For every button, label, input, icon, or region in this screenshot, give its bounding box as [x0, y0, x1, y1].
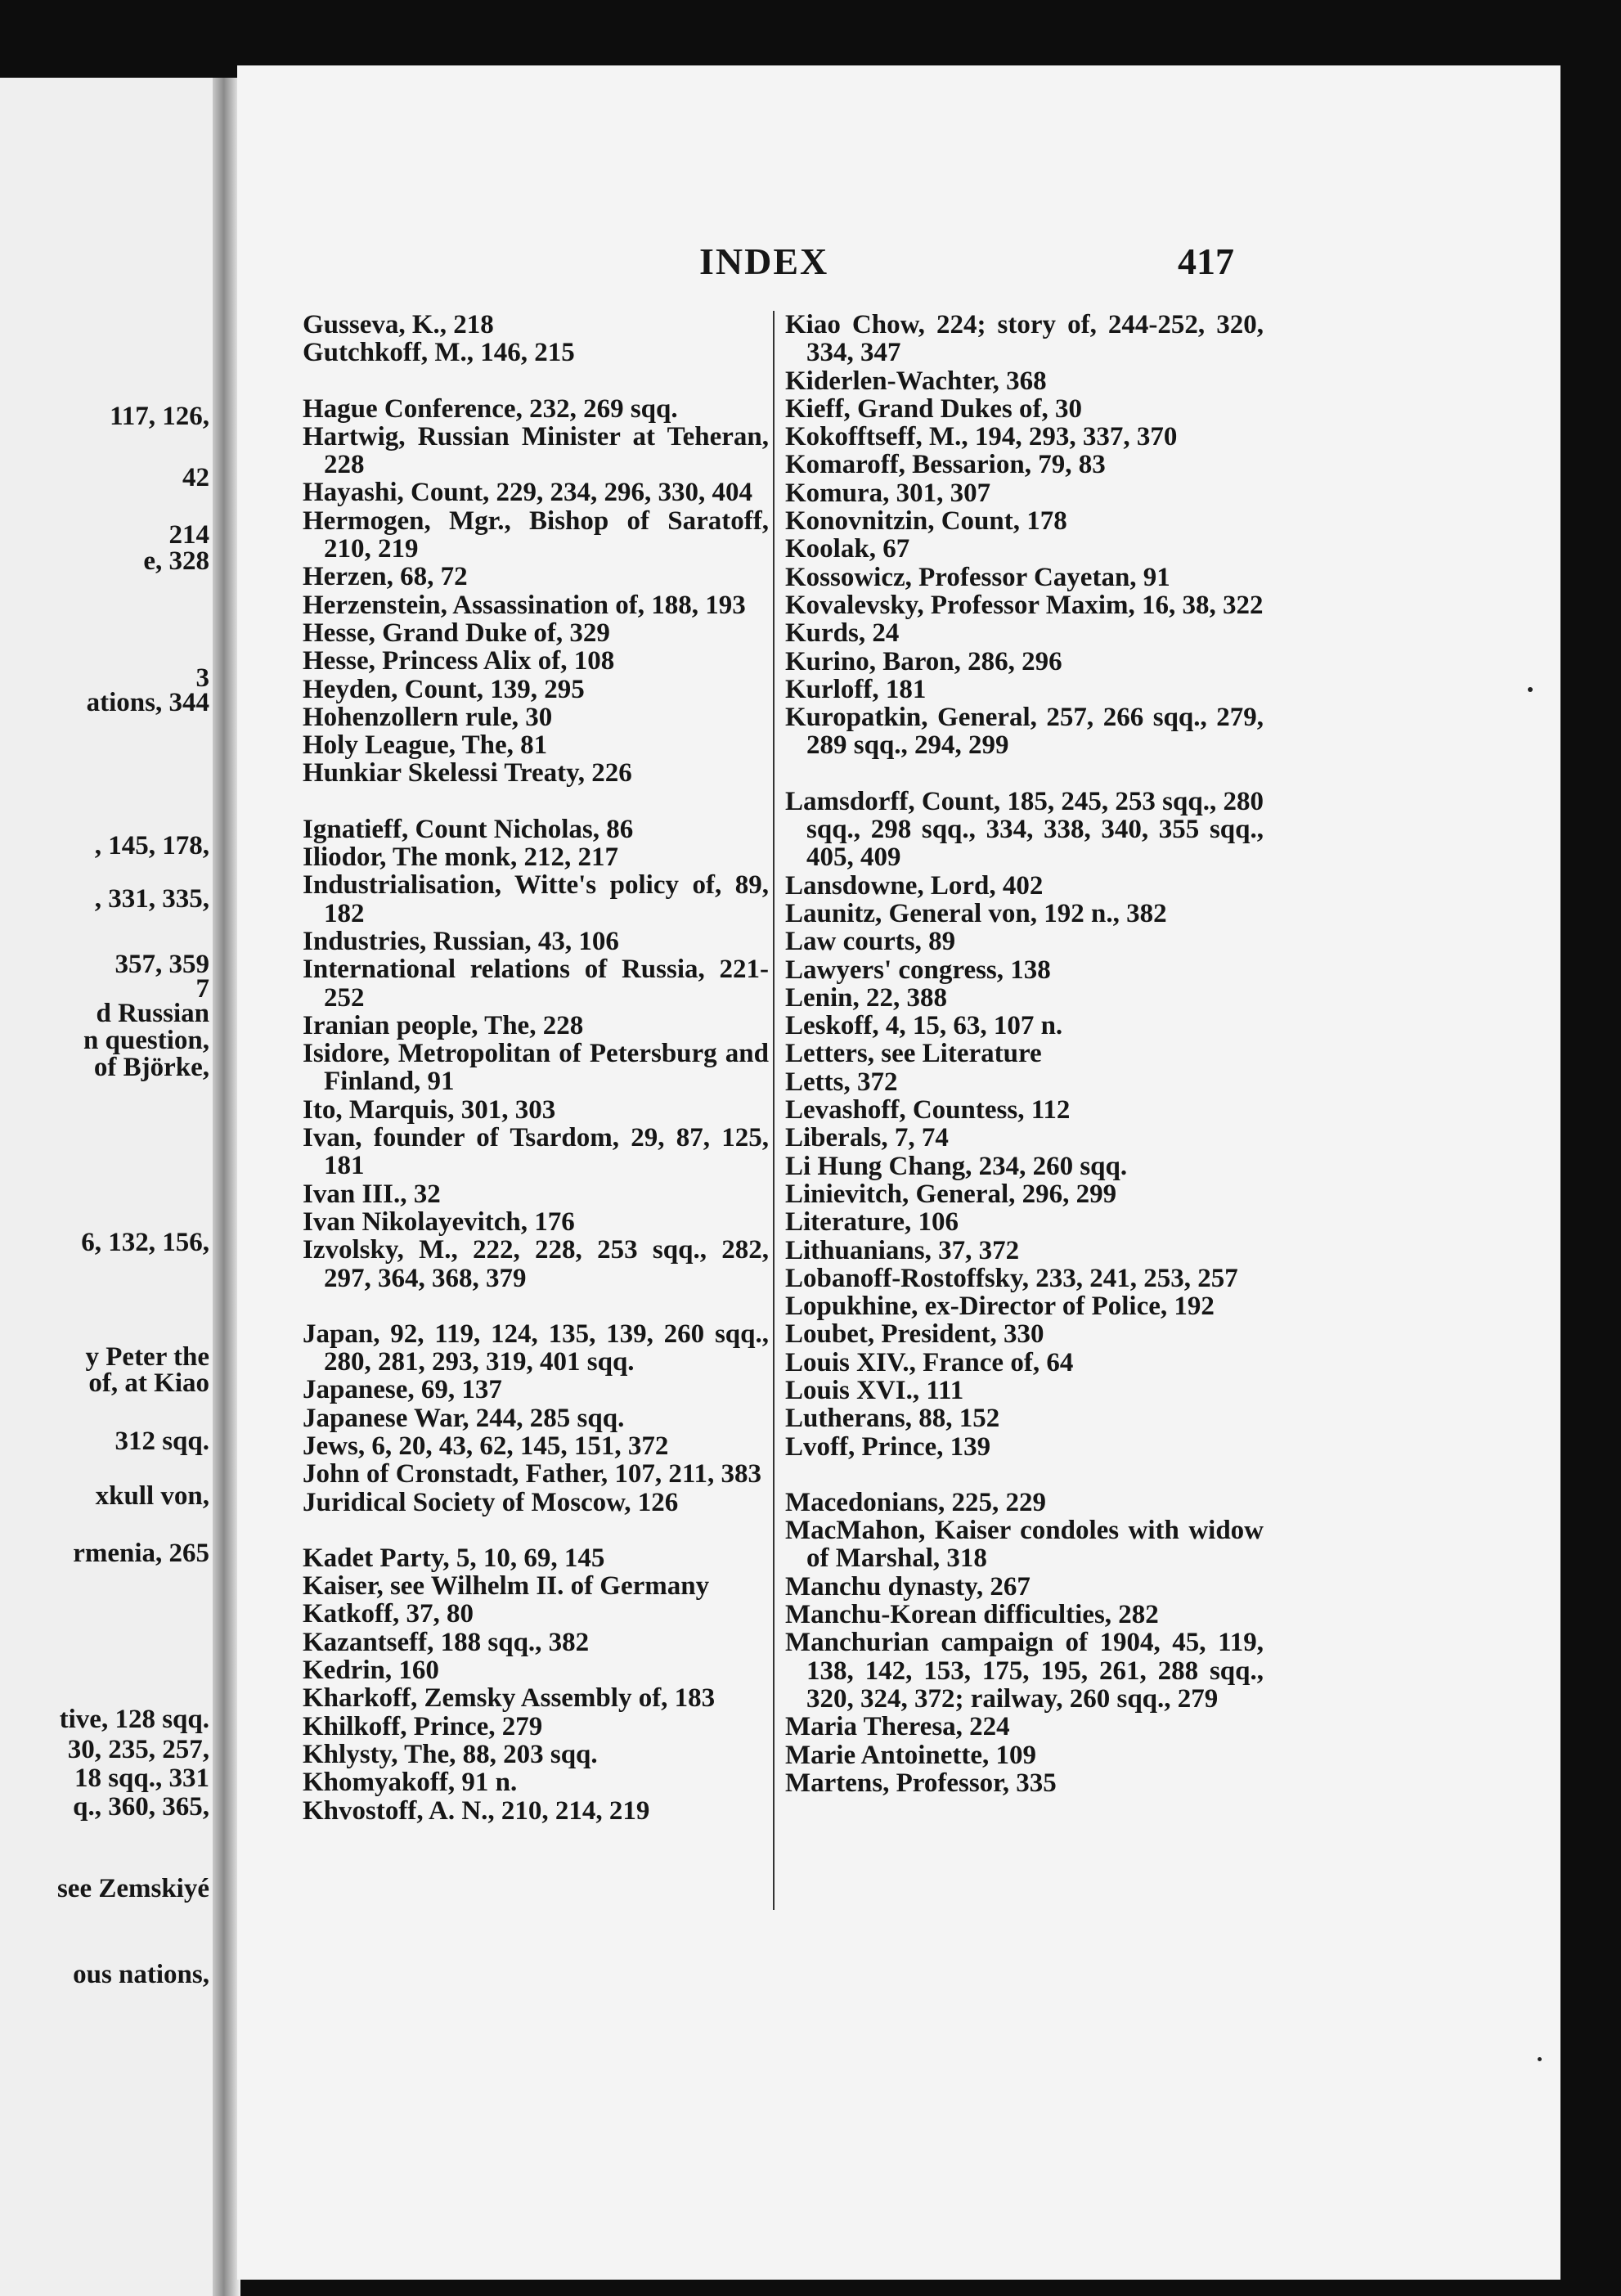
index-entry: Macedonians, 225, 229 — [785, 1487, 1047, 1517]
index-entry: Manchu-Korean difficulties, 282 — [785, 1600, 1159, 1630]
index-entry: Japan, 92, 119, 124, 135, 139, 260 sqq., 280, 281, 293, 319, 401 sqq. — [303, 1319, 769, 1377]
page-title: INDEX — [699, 240, 829, 282]
index-entry: Iranian people, The, 228 — [303, 1010, 584, 1040]
index-entry: International relations of Russia, 221-252 — [303, 955, 769, 1013]
left-fragment: see Zemskiyé — [56, 1874, 209, 1903]
column-divider — [773, 311, 775, 1910]
index-entry: Katkoff, 37, 80 — [303, 1599, 474, 1629]
index-entry: Lawyers' congress, 138 — [785, 955, 1051, 985]
left-fragment: 6, 132, 156, — [81, 1228, 209, 1257]
index-entry: Hayashi, Count, 229, 234, 296, 330, 404 — [303, 478, 753, 508]
letter-section-gap — [303, 367, 769, 395]
index-entry: Kurds, 24 — [785, 618, 900, 649]
left-fragment: , 145, 178, — [94, 831, 209, 860]
index-entry: Literature, 106 — [785, 1207, 959, 1238]
index-entry: Kaiser, see Wilhelm II. of Germany — [303, 1571, 710, 1602]
index-entry: Kazantseff, 188 sqq., 382 — [303, 1627, 590, 1657]
left-fragment: 30, 235, 257, — [67, 1735, 209, 1764]
index-entry: Hohenzollern rule, 30 — [303, 702, 553, 732]
index-entry: Hunkiar Skelessi Treaty, 226 — [303, 758, 632, 789]
index-entry: Herzenstein, Assassination of, 188, 193 — [303, 590, 746, 620]
page-gutter — [213, 78, 240, 2296]
left-fragment: d Russian — [96, 999, 209, 1028]
index-entry: Jews, 6, 20, 43, 62, 145, 151, 372 — [303, 1431, 669, 1461]
left-fragment: 7 — [195, 974, 209, 1004]
left-fragment: , 331, 335, — [94, 884, 209, 914]
index-entry: Industrialisation, Witte's policy of, 89, 182 — [303, 870, 769, 928]
left-fragment: 357, 359 — [115, 950, 209, 979]
index-entry: Ivan Nikolayevitch, 176 — [303, 1206, 575, 1237]
index-entry: Kurino, Baron, 286, 296 — [785, 646, 1062, 676]
index-entry: Manchurian campaign of 1904, 45, 119, 138, 142, 153, 175, 195, 261, 288 sqq., 320, 324, 372; railway, 260 sqq., 279 — [785, 1628, 1264, 1714]
index-entry: Maria Theresa, 224 — [785, 1712, 1010, 1742]
index-entry: Liberals, 7, 74 — [785, 1123, 949, 1153]
index-column-right — [785, 311, 1264, 1797]
index-entry: Letters, see Literature — [785, 1039, 1042, 1069]
index-entry: Herzen, 68, 72 — [303, 562, 468, 592]
index-column-left — [303, 311, 769, 1825]
index-entry: Hermogen, Mgr., Bishop of Saratoff, 210, 219 — [303, 505, 769, 564]
left-fragment: 42 — [182, 463, 209, 492]
index-entry: Khomyakoff, 91 n. — [303, 1768, 518, 1798]
index-entry: Konovnitzin, Count, 178 — [785, 506, 1067, 537]
index-entry: Izvolsky, M., 222, 228, 253 sqq., 282, 297, 364, 368, 379 — [303, 1235, 769, 1293]
index-entry: Komura, 301, 307 — [785, 478, 991, 508]
index-entry: Hague Conference, 232, 269 sqq. — [303, 393, 678, 424]
index-entry: MacMahon, Kaiser condoles with widow of Marshal, 318 — [785, 1516, 1264, 1574]
index-entry: Hartwig, Russian Minister at Teheran, 228 — [303, 421, 769, 480]
index-entry: Ignatieff, Count Nicholas, 86 — [303, 814, 634, 844]
index-entry: Kadet Party, 5, 10, 69, 145 — [303, 1543, 605, 1573]
index-entry: Leskoff, 4, 15, 63, 107 n. — [785, 1011, 1063, 1041]
index-entry: Lenin, 22, 388 — [785, 982, 948, 1013]
letter-section-gap — [303, 1516, 769, 1544]
index-entry: Law courts, 89 — [785, 927, 956, 957]
index-entry: Japanese War, 244, 285 sqq. — [303, 1403, 625, 1433]
index-entry: Ito, Marquis, 301, 303 — [303, 1094, 556, 1125]
index-entry: Khlysty, The, 88, 203 sqq. — [303, 1739, 598, 1769]
left-fragment: 312 sqq. — [115, 1427, 209, 1456]
letter-section-gap — [785, 1461, 1264, 1489]
index-entry: Industries, Russian, 43, 106 — [303, 926, 619, 956]
letter-section-gap — [785, 760, 1264, 788]
index-entry: Khilkoff, Prince, 279 — [303, 1711, 543, 1741]
index-entry: Lansdowne, Lord, 402 — [785, 870, 1044, 901]
left-fragment: 3 — [195, 663, 209, 693]
left-fragment: tive, 128 sqq. — [59, 1705, 209, 1734]
index-entry: Heyden, Count, 139, 295 — [303, 674, 585, 704]
index-entry: Lithuanians, 37, 372 — [785, 1235, 1020, 1265]
index-entry: Lobanoff-Rostoffsky, 233, 241, 253, 257 — [785, 1263, 1238, 1293]
index-entry: Li Hung Chang, 234, 260 sqq. — [785, 1151, 1128, 1181]
index-entry: Kedrin, 160 — [303, 1656, 439, 1686]
left-fragment: y Peter the — [85, 1342, 209, 1372]
index-entry: Khvostoff, A. N., 210, 214, 219 — [303, 1795, 650, 1826]
letter-section-gap — [303, 788, 769, 816]
left-fragment: rmenia, 265 — [73, 1539, 209, 1568]
index-entry: Marie Antoinette, 109 — [785, 1740, 1037, 1770]
left-fragment: q., 360, 365, — [73, 1792, 209, 1822]
left-fragment: 18 sqq., 331 — [74, 1764, 209, 1793]
index-entry: Kossowicz, Professor Cayetan, 91 — [785, 562, 1170, 592]
index-entry: Kovalevsky, Professor Maxim, 16, 38, 322 — [785, 590, 1264, 620]
index-entry: Linievitch, General, 296, 299 — [785, 1179, 1117, 1209]
index-entry: Holy League, The, 81 — [303, 730, 548, 761]
index-entry: Kieff, Grand Dukes of, 30 — [785, 393, 1082, 424]
index-entry: Loubet, President, 330 — [785, 1319, 1044, 1350]
left-fragment: 117, 126, — [110, 402, 209, 431]
index-entry: Kiao Chow, 224; story of, 244-252, 320, 334, 347 — [785, 310, 1264, 368]
index-entry: Kurloff, 181 — [785, 674, 927, 704]
index-entry: Lamsdorff, Count, 185, 245, 253 sqq., 280 sqq., 298 sqq., 334, 338, 340, 355 sqq., 405, 409 — [785, 786, 1264, 873]
page-number: 417 — [1178, 240, 1234, 282]
index-entry: Manchu dynasty, 267 — [785, 1571, 1031, 1602]
index-entry: Hesse, Princess Alix of, 108 — [303, 646, 615, 676]
index-entry: Juridical Society of Moscow, 126 — [303, 1487, 679, 1517]
index-entry: John of Cronstadt, Father, 107, 211, 383 — [303, 1459, 762, 1489]
index-entry: Gutchkoff, M., 146, 215 — [303, 338, 575, 368]
left-fragment: n question, — [83, 1026, 209, 1055]
left-fragment: 214 — [168, 520, 209, 550]
index-entry: Japanese, 69, 137 — [303, 1375, 502, 1405]
index-entry: Koolak, 67 — [785, 534, 910, 564]
index-entry: Lvoff, Prince, 139 — [785, 1431, 991, 1462]
letter-section-gap — [303, 1292, 769, 1320]
index-entry: Hesse, Grand Duke of, 329 — [303, 618, 610, 648]
index-entry: Levashoff, Countess, 112 — [785, 1095, 1071, 1126]
left-fragment: of, at Kiao — [88, 1368, 209, 1398]
index-entry: Kharkoff, Zemsky Assembly of, 183 — [303, 1683, 716, 1714]
index-entry: Louis XIV., France of, 64 — [785, 1347, 1074, 1377]
dust-speck — [1538, 2057, 1542, 2061]
index-entry: Launitz, General von, 192 n., 382 — [785, 898, 1167, 928]
index-entry: Gusseva, K., 218 — [303, 310, 494, 339]
index-entry: Lopukhine, ex-Director of Police, 192 — [785, 1292, 1215, 1322]
left-page — [0, 78, 219, 2296]
index-entry: Lutherans, 88, 152 — [785, 1404, 1000, 1434]
index-entry: Kuropatkin, General, 257, 266 sqq., 279, 289 sqq., 294, 299 — [785, 703, 1264, 761]
dust-speck — [1528, 687, 1533, 692]
index-entry: Ivan III., 32 — [303, 1179, 441, 1209]
index-entry: Louis XVI., 111 — [785, 1375, 964, 1405]
index-entry: Kokofftseff, M., 194, 293, 337, 370 — [785, 422, 1178, 452]
left-fragment: of Björke, — [93, 1053, 209, 1082]
index-entry: Letts, 372 — [785, 1067, 898, 1097]
index-entry: Komaroff, Bessarion, 79, 83 — [785, 450, 1106, 480]
left-fragment: ations, 344 — [86, 688, 209, 717]
index-entry: Isidore, Metropolitan of Petersburg and Finland, 91 — [303, 1039, 769, 1097]
index-entry: Iliodor, The monk, 212, 217 — [303, 842, 619, 873]
left-fragment: ous nations, — [73, 1960, 209, 1989]
index-entry: Martens, Professor, 335 — [785, 1768, 1057, 1798]
left-fragment: e, 328 — [143, 546, 209, 576]
index-entry: Kiderlen-Wachter, 368 — [785, 366, 1047, 396]
left-fragment: xkull von, — [95, 1481, 209, 1511]
index-entry: Ivan, founder of Tsardom, 29, 87, 125, 181 — [303, 1123, 769, 1181]
